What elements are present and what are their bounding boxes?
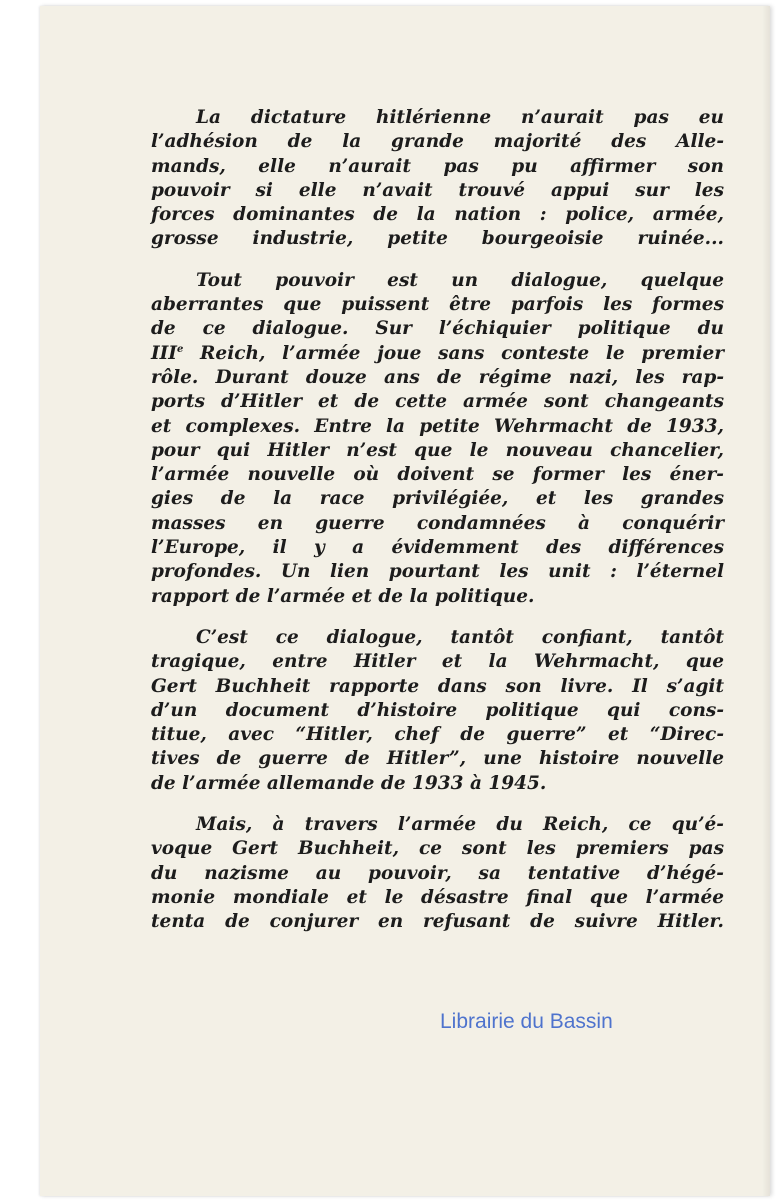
text-line: forces dominantes de la nation : police, armée, (151, 204, 724, 226)
blurb-text (151, 106, 724, 952)
text-line: grosse industrie, petite bourgeoisie ruinée... (151, 228, 724, 250)
paragraph-1 (151, 106, 724, 252)
paragraph-2 (151, 269, 724, 609)
text-line: l’adhésion de la grande majorité des Alle- (151, 131, 724, 153)
superscript-e: e (176, 343, 184, 355)
roman-numeral: III (151, 342, 177, 364)
text-line-reich (151, 342, 724, 366)
book-back-cover (40, 6, 770, 1196)
text-line: de ce dialogue. Sur l’échiquier politique du (151, 318, 724, 340)
text-line: tenta de conjurer en refusant de suivre Hitler. (151, 911, 724, 933)
text-line: rapport de l’armée et de la politique. (151, 585, 535, 607)
text-line: gies de la race privilégiée, et les grandes (151, 488, 724, 510)
line-rest: Reich, l’armée joue sans conteste le premier (183, 342, 724, 364)
text-line: pouvoir si elle n’avait trouvé appui sur les (151, 179, 724, 201)
text-line: rôle. Durant douze ans de régime nazi, les rap- (151, 366, 724, 388)
text-line: profondes. Un lien pourtant les unit : l’éternel (151, 561, 724, 583)
text-line: aberrantes que puissent être parfois les formes (151, 294, 724, 316)
text-line: l’Europe, il y a évidemment des différences (151, 537, 724, 559)
paragraph-3 (151, 626, 724, 796)
text-line: Mais, à travers l’armée du Reich, ce qu’é- (196, 814, 724, 836)
text-line: tragique, entre Hitler et la Wehrmacht, que (151, 651, 724, 673)
text-line: C’est ce dialogue, tantôt confiant, tantôt (196, 626, 724, 648)
text-line: masses en guerre condamnées à conquérir (151, 512, 724, 534)
text-line: Gert Buchheit rapporte dans son livre. Il s’agit (151, 675, 724, 697)
paragraph-4 (151, 813, 724, 934)
watermark-text: Librairie du Bassin (440, 1010, 613, 1033)
text-line: La dictature hitlérienne n’aurait pas eu (196, 107, 724, 128)
text-line: et complexes. Entre la petite Wehrmacht de 1933, (151, 415, 724, 437)
text-line: de l’armée allemande de 1933 à 1945. (151, 772, 547, 794)
text-line: du nazisme au pouvoir, sa tentative d’hégé- (151, 862, 724, 884)
text-line: d’un document d’histoire politique qui cons- (151, 699, 724, 721)
text-line: l’armée nouvelle où doivent se former les éner- (151, 464, 724, 486)
text-line: Tout pouvoir est un dialogue, quelque (196, 269, 724, 291)
text-line: ports d’Hitler et de cette armée sont changeants (151, 391, 724, 413)
text-line: titue, avec “Hitler, chef de guerre” et “Direc- (151, 724, 724, 746)
text-line: voque Gert Buchheit, ce sont les premiers pas (151, 838, 724, 860)
text-line: tives de guerre de Hitler”, une histoire nouvelle (151, 748, 724, 770)
text-line: monie mondiale et le désastre final que l’armée (151, 886, 724, 908)
text-line: mands, elle n’aurait pas pu affirmer son (151, 155, 724, 177)
text-line: pour qui Hitler n’est que le nouveau chancelier, (151, 439, 724, 461)
